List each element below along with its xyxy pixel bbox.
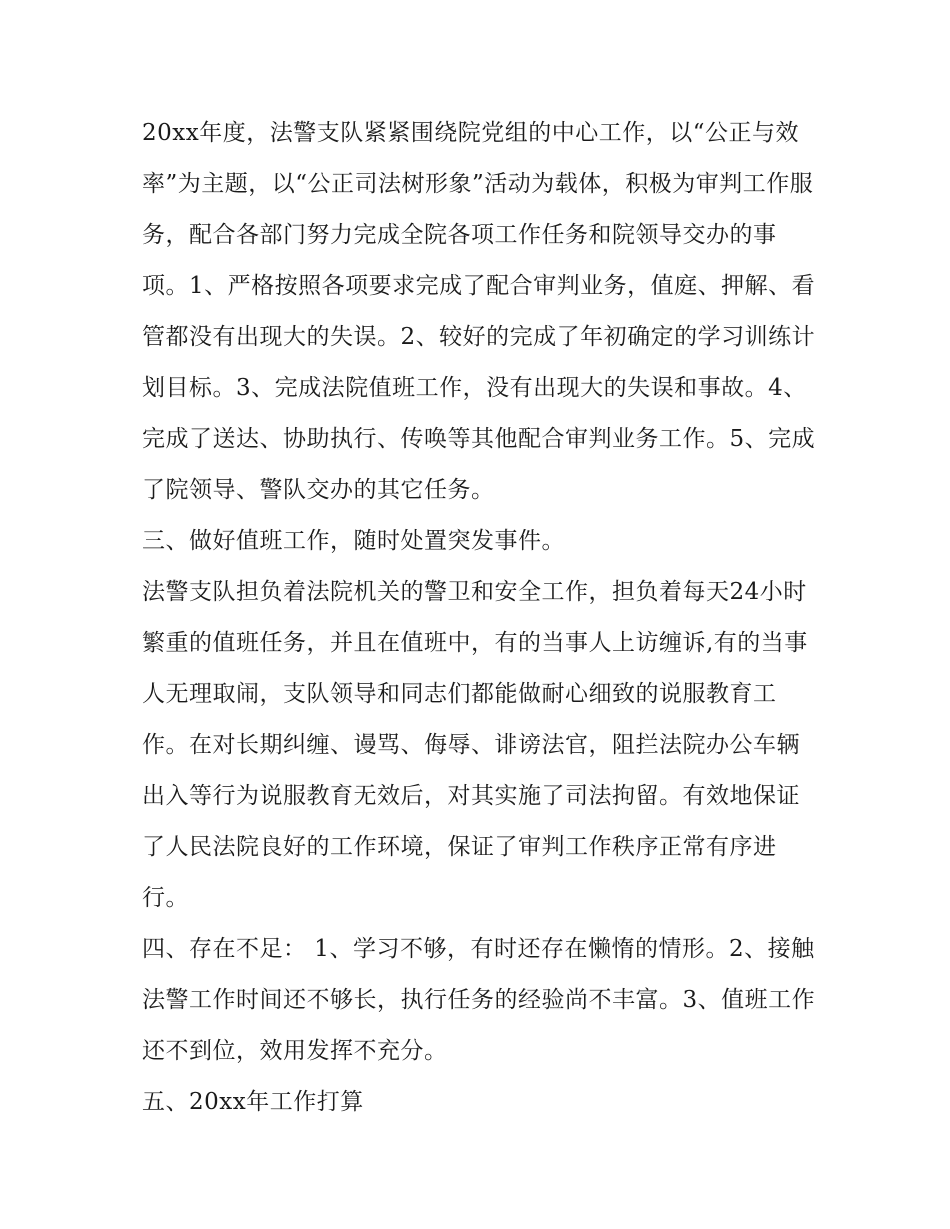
section-heading-plan: 五、20xx年工作打算 bbox=[142, 1089, 364, 1115]
section-heading-duty: 三、做好值班工作，随时处置突发事件。 bbox=[142, 528, 565, 554]
document-body bbox=[142, 108, 822, 1128]
paragraph-work-summary: 20xx年度，法警支队紧紧围绕院党组的中心工作，以“公正与效率”为主题，以“公正司法树形象”活动为载体，积极为审判工作服务，配合各部门努力完成全院各项工作任务和院领导交办的事项。1、严格按照各项要求完成了配合审判业务，值庭、押解、看管都没有出现大的失误。2、较好的完成了年初确定的学习训练计划目标。3、完成法院值班工作，没有出现大的失误和事故。4、完成了送达、协助执行、传唤等其他配合审判业务工作。5、完成了院领导、警队交办的其它任务。 bbox=[142, 120, 816, 503]
paragraph-shortcomings: 四、存在不足： 1、学习不够，有时还存在懒惰的情形。2、接触法警工作时间还不够长，执行任务的经验尚不丰富。3、值班工作还不到位，效用发挥不充分。 bbox=[142, 936, 816, 1064]
paragraph-duty-work: 法警支队担负着法院机关的警卫和安全工作，担负着每天24小时繁重的值班任务，并且在值班中，有的当事人上访缠诉,有的当事人无理取闹，支队领导和同志们都能做耐心细致的说服教育工作。在对长期纠缠、谩骂、侮辱、诽谤法官，阻拦法院办公车辆出入等行为说服教育无效后，对其实施了司法拘留。有效地保证了人民法院良好的工作环境，保证了审判工作秩序正常有序进行。 bbox=[142, 579, 808, 911]
